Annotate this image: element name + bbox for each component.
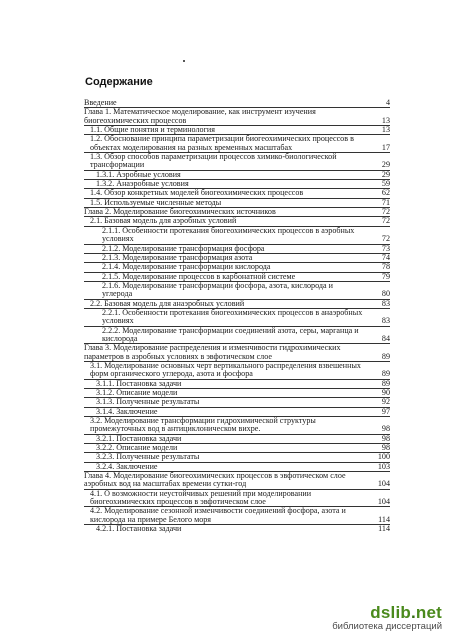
toc-entry-text: форм органического углерода, азота и фосфора	[90, 369, 253, 379]
toc-page-number: 100	[377, 452, 390, 462]
toc-entry-text: объектах моделирования на разных временных масштабах	[90, 142, 293, 152]
toc-page-number: 73	[381, 243, 390, 253]
toc-entry-text: 4.2.1. Постановка задачи	[96, 524, 182, 534]
table-of-contents	[84, 99, 390, 534]
watermark-subtitle: библиотека диссертаций	[332, 621, 442, 632]
toc-entry-text: условиях	[102, 316, 134, 326]
toc-page-number: 29	[381, 169, 390, 179]
toc-entry-text: 1.1. Общие понятия и терминология	[90, 125, 215, 135]
toc-page-number: 74	[381, 252, 390, 262]
toc-entry-text: 2.2.2. Моделирование трансформации соединений азота, серы, марганца и	[102, 325, 359, 335]
toc-page-number: 89	[381, 378, 390, 388]
toc-line	[84, 525, 390, 533]
toc-page-number: 89	[381, 351, 390, 361]
toc-page-number: 13	[381, 125, 390, 135]
toc-page-number: 103	[377, 461, 390, 471]
toc-page-number: 83	[381, 298, 390, 308]
toc-page-number: 90	[381, 388, 390, 397]
toc-page-number: 79	[381, 271, 390, 281]
toc-page-number: 13	[381, 115, 390, 125]
toc-entry-text: 2.1.4. Моделирование трансформации кислорода	[102, 262, 271, 272]
toc-entry-text: Глава 2. Моделирование биогеохимических источников	[84, 207, 276, 217]
toc-entry-text: биогеохимических процессов в эвфотическом слое	[90, 497, 266, 507]
toc-entry-text: 4.2. Моделирование сезонной изменчивости соединений фосфора, азота и	[90, 506, 346, 516]
toc-entry-text: Глава 4. Моделирование биогеохимических процессов в эвфотическом слое	[84, 471, 346, 481]
page-title: Содержание	[85, 76, 153, 88]
toc-entry-text: 3.1.1. Постановка задачи	[96, 378, 182, 388]
toc-entry-text: 3.2. Моделирование трансформации гидрохимической структуры	[90, 416, 316, 426]
toc-entry-text: 3.1. Моделирование основных черт вертикального распределения взвешенных	[90, 360, 361, 370]
toc-entry-text: 2.1.6. Моделирование трансформации фосфора, азота, кислорода и	[102, 280, 333, 290]
toc-page-number: 84	[381, 333, 390, 343]
toc-page-number: 78	[381, 262, 390, 272]
toc-entry-text: 3.1.4. Заключение	[96, 406, 158, 416]
toc-entry-text: Глава 1. Математическое моделирование, как инструмент изучения	[84, 107, 316, 117]
toc-entry-text: 1.3. Обзор способов параметризации процессов химико-биологической	[90, 152, 337, 162]
toc-entry-text: 3.2.3. Полученные результаты	[96, 452, 200, 462]
toc-entry-text: промежуточных вод в антициклоническом вихре.	[90, 424, 261, 434]
toc-entry-text: 3.2.1. Постановка задачи	[96, 433, 182, 443]
toc-page-number: 98	[381, 424, 390, 434]
toc-entry-text: Введение	[84, 98, 117, 107]
toc-page-number: 4	[385, 98, 390, 107]
toc-entry-text: 1.5. Используемые численные методы	[90, 197, 222, 207]
toc-entry-text: 2.1.3. Моделирование трансформация азота	[102, 252, 253, 262]
toc-entry-text: условиях	[102, 234, 134, 244]
toc-entry-text: 2.1.2. Моделирование трансформация фосфора	[102, 243, 265, 253]
toc-page-number: 98	[381, 443, 390, 453]
toc-entry-text: 2.1.5. Моделирование процессов в карбонатной системе	[102, 271, 296, 281]
toc-entry-text: 1.3.1. Аэробные условия	[96, 169, 181, 179]
toc-entry-text: Глава 3. Моделирование распределения и изменчивости гидрохимических	[84, 343, 341, 353]
toc-entry-text: аэробных вод на масштабах времени сутки-год	[84, 479, 247, 489]
toc-page-number: 97	[381, 406, 390, 416]
toc-page-number: 98	[381, 433, 390, 443]
watermark-logo: dslib.net	[370, 603, 442, 622]
toc-entry-text: 1.2. Обоснование принципа параметризации биогеохимических процессов в	[90, 134, 354, 144]
toc-page-number: 89	[381, 369, 390, 379]
toc-page-number: 92	[381, 397, 390, 407]
toc-page-number: 29	[381, 160, 390, 170]
toc-page-number: 62	[381, 188, 390, 198]
toc-page-number: 72	[381, 207, 390, 217]
toc-page-number: 72	[381, 216, 390, 226]
toc-page-number: 114	[378, 524, 390, 534]
toc-entry-text: кислорода	[102, 333, 138, 343]
toc-entry-text: 2.1. Базовая модель для аэробных условий	[90, 216, 237, 226]
toc-page-number: 59	[381, 179, 390, 189]
toc-entry-text: 3.2.4. Заключение	[96, 461, 158, 471]
toc-page-number: 80	[381, 289, 390, 299]
toc-entry-text: 4.1. О возможности неустойчивых решений при моделировании	[90, 488, 312, 498]
toc-page-number: 71	[381, 197, 390, 207]
toc-entry-text: 3.1.2. Описание модели	[96, 388, 178, 397]
toc-entry-text: трансформации	[90, 160, 145, 170]
toc-page-number: 104	[377, 497, 390, 507]
toc-entry-text: 3.1.3. Полученные результаты	[96, 397, 200, 407]
toc-page-number: 114	[378, 514, 390, 524]
toc-page-number: 72	[381, 234, 390, 244]
watermark	[332, 603, 442, 632]
toc-entry-text: биогеохимических процессов	[84, 115, 187, 125]
toc-entry-text: 2.1.1. Особенности протекания биогеохимических процессов в аэробных	[102, 225, 355, 235]
toc-entry-text: 1.3.2. Анаэробные условия	[96, 179, 189, 189]
toc-entry-text: 3.2.2. Описание модели	[96, 443, 178, 453]
toc-entry-text: 2.2. Базовая модель для анаэробных условий	[90, 298, 245, 308]
toc-page-number: 104	[377, 479, 390, 489]
toc-entry-text: кислорода на примере Белого моря	[90, 514, 212, 524]
toc-page-number: 83	[381, 316, 390, 326]
toc-entry-text: 2.2.1. Особенности протекания биогеохимических процессов в анаэробных	[102, 307, 363, 317]
page-dot	[183, 60, 185, 62]
toc-entry-text: параметров в аэробных условиях в эвфотическом слое	[84, 351, 272, 361]
toc-entry-text: 1.4. Обзор конкретных моделей биогеохимических процессов	[90, 188, 304, 198]
toc-entry-text: углерода	[102, 289, 133, 299]
toc-page-number: 17	[381, 142, 390, 152]
